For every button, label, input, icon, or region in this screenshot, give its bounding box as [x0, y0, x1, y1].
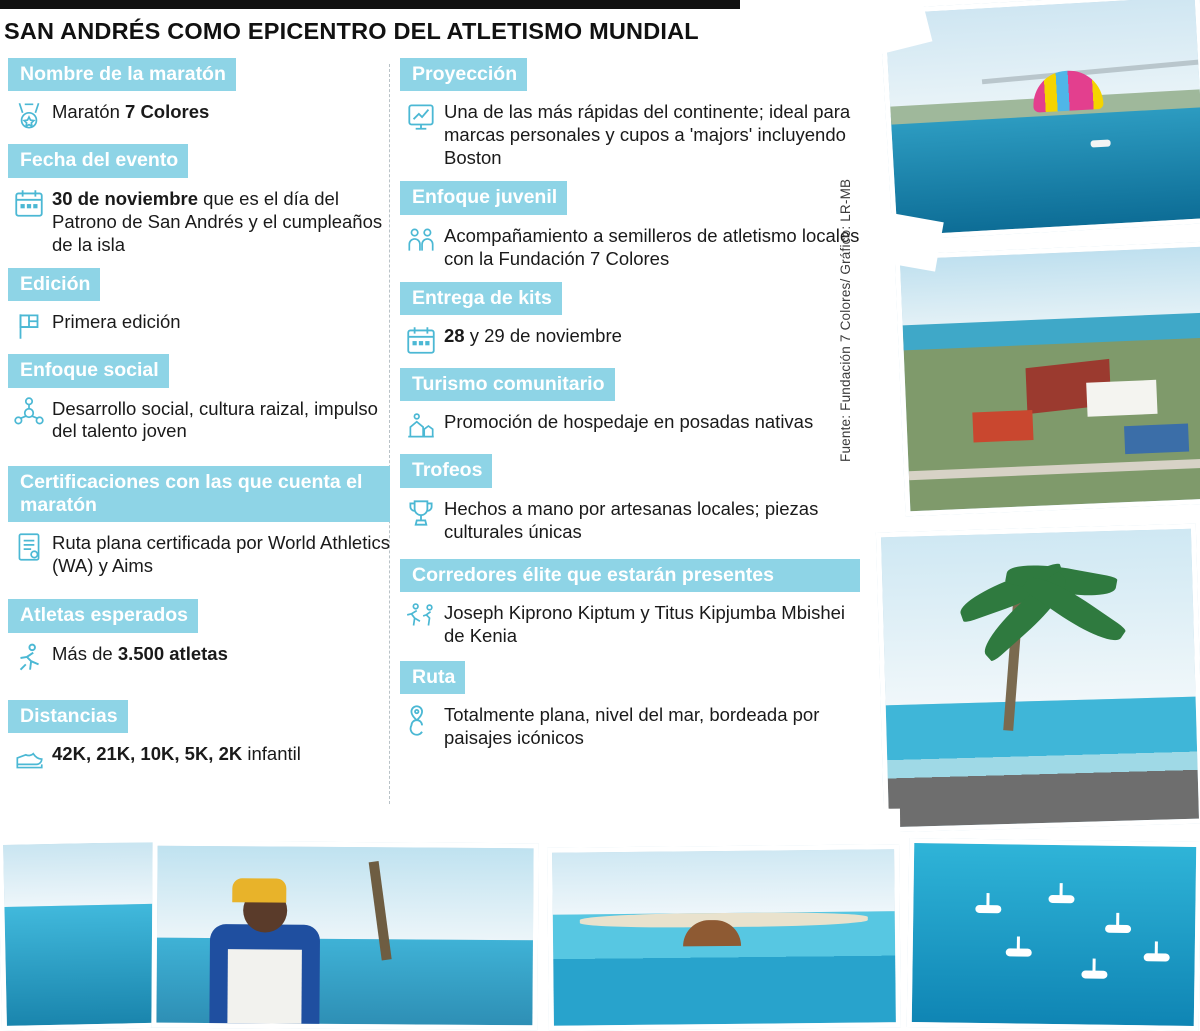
- infographic-panel: [0, 58, 872, 818]
- block-corredores-elite: [400, 559, 860, 657]
- block-enfoque-social: [8, 354, 390, 452]
- block-entrega-kits: [400, 282, 860, 366]
- block-heading: Atletas esperados: [8, 599, 198, 632]
- block-heading: Distancias: [8, 700, 128, 733]
- block-body: [400, 401, 860, 452]
- calendar-icon: [404, 323, 438, 357]
- block-body: [400, 215, 860, 280]
- block-heading: Certificaciones con las que cuenta el maratón: [8, 466, 390, 522]
- block-heading: Enfoque juvenil: [400, 181, 567, 214]
- block-heading: Entrega de kits: [400, 282, 562, 315]
- aerial-church-village-photo: [895, 242, 1200, 517]
- block-text: Promoción de hospedaje en posadas nativas: [444, 411, 814, 433]
- block-text: Una de las más rápidas del continente; ideal para marcas personales y cupos a 'majors' incluyendo Boston: [444, 101, 851, 169]
- sandbar-boats-photo: [547, 844, 901, 1031]
- block-heading: Enfoque social: [8, 354, 169, 387]
- top-rule: [0, 0, 740, 9]
- route-pin-icon: [404, 702, 438, 736]
- community-icon: [404, 409, 438, 443]
- runners-icon: [404, 600, 438, 634]
- block-text: Más de 3.500 atletas: [52, 642, 228, 664]
- block-edicion: [8, 268, 390, 352]
- page-title: SAN ANDRÉS COMO EPICENTRO DEL ATLETISMO MUNDIAL: [4, 18, 699, 44]
- runner-icon: [12, 641, 46, 675]
- block-body: [8, 522, 390, 587]
- block-body: [8, 301, 390, 352]
- block-proyeccion: [400, 58, 860, 179]
- right-column: [400, 58, 860, 761]
- block-body: [400, 694, 860, 759]
- block-text: Maratón 7 Colores: [52, 101, 210, 123]
- flag-icon: [12, 309, 46, 343]
- block-ruta: [400, 661, 860, 759]
- block-body: [400, 488, 860, 553]
- medal-icon: [12, 99, 46, 133]
- block-text: Desarrollo social, cultura raizal, impulso del talento joven: [52, 397, 378, 442]
- block-heading: Proyección: [400, 58, 527, 91]
- block-text: Ruta plana certificada por World Athletics (WA) y Aims: [52, 532, 390, 577]
- block-turismo-comunitario: [400, 368, 860, 452]
- block-nombre-maraton: [8, 58, 390, 142]
- trophy-icon: [404, 496, 438, 530]
- block-text: 28 y 29 de noviembre: [444, 324, 622, 346]
- block-atletas-esperados: [8, 599, 390, 683]
- block-body: [8, 733, 390, 784]
- block-body: [8, 178, 390, 266]
- block-heading: Edición: [8, 268, 100, 301]
- chart-up-icon: [404, 99, 438, 133]
- sailboats-turquoise-water-photo: [907, 838, 1200, 1031]
- block-body: [400, 91, 860, 179]
- block-body: [8, 633, 390, 684]
- block-text: Primera edición: [52, 311, 181, 333]
- palm-tree-coast-road-photo: [876, 524, 1200, 833]
- calendar-icon: [12, 186, 46, 220]
- block-heading: Trofeos: [400, 454, 492, 487]
- local-woman-with-food-photo: [151, 841, 538, 1031]
- block-text: Joseph Kiprono Kiptum y Titus Kipjumba Mbishei de Kenia: [444, 602, 846, 647]
- block-heading: Turismo comunitario: [400, 368, 615, 401]
- block-text: 42K, 21K, 10K, 5K, 2K infantil: [52, 742, 301, 764]
- block-body: [8, 388, 390, 453]
- certificate-icon: [12, 530, 46, 564]
- block-text: 30 de noviembre que es el día del Patrono de San Andrés y el cumpleaños de la isla: [52, 187, 383, 255]
- block-certificaciones: [8, 466, 390, 587]
- block-heading: Corredores élite que estarán presentes: [400, 559, 860, 592]
- block-text: Acompañamiento a semilleros de atletismo locales con la Fundación 7 Colores: [444, 224, 860, 269]
- block-heading: Nombre de la maratón: [8, 58, 236, 91]
- left-column: [8, 58, 390, 786]
- block-text: Totalmente plana, nivel del mar, bordeada por paisajes icónicos: [444, 704, 820, 749]
- block-text: Hechos a mano por artesanas locales; piezas culturales únicas: [444, 497, 819, 542]
- youth-group-icon: [404, 223, 438, 257]
- block-heading: Ruta: [400, 661, 465, 694]
- block-trofeos: [400, 454, 860, 552]
- block-distancias: [8, 700, 390, 784]
- people-network-icon: [12, 396, 46, 430]
- block-heading: Fecha del evento: [8, 144, 188, 177]
- block-body: [400, 315, 860, 366]
- block-body: [8, 91, 390, 142]
- block-enfoque-juvenil: [400, 181, 860, 279]
- source-credit: Fuente: Fundación 7 Colores/ Gráfico: LR-MB: [838, 178, 853, 462]
- block-fecha-evento: [8, 144, 390, 265]
- shoe-icon: [12, 741, 46, 775]
- block-body: [400, 592, 860, 657]
